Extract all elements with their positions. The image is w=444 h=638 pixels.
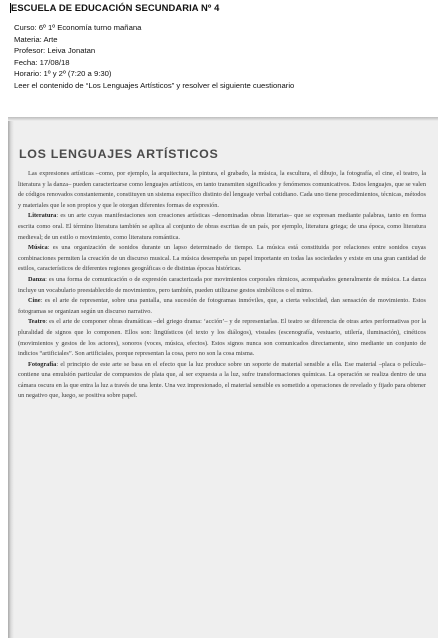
section-term: Cine [28,297,41,305]
schedule-line: Horario: 1º y 2º (7:20 a 9:30) [14,69,112,79]
section-term: Música [28,244,48,252]
section-text: : es un arte cuyas manifestaciones son creaciones artísticas –denominadas obras literarias– que se expresan mediante palabras, tanto en forma escrita como oral. El término literatura también se aplica al conjunto de obras escritas de un país, por ejemplo, literatura griega; de una época, como literatura medieval; de un estilo o movimiento, como literatura romántica. [18,212,426,241]
section-term: Fotografía [28,360,57,368]
section-term: Literatura [28,212,57,220]
intro-paragraph: Las expresiones artísticas –como, por ejemplo, la arquitectura, la pintura, el grabado, la música, la escultura, el dibujo, la fotografía, el cine, el teatro, la literatura y la danza– pueden caracterizarse como lenguajes artísticos, en tanto transmiten significados y fenómenos comunicativos. Estos lenguajes, que se valen de códigos renovados constantemente, constituyen un sistema específico distinto del lenguaje verbal cotidiano. Cada uno tiene procedimientos, técnicas, métodos y materiales que le son propios y que le otorgan diferentes formas de expresión. [18,170,426,209]
section-literatura [18,211,426,243]
instruction-line: Leer el contenido de “Los Lenguajes Artísticos” y resolver el siguiente cuestionario [14,80,295,90]
school-title: ESCUELA DE EDUCACIÓN SECUNDARIA Nº 4 [11,2,220,13]
date-line: Fecha: 17/08/18 [14,57,70,67]
section-danza [18,275,426,296]
section-term: Danza [28,275,46,283]
section-musica [18,243,426,275]
section-fotografia [18,360,426,402]
scan-shadow-top [8,117,438,121]
section-text: : es una organización de sonidos durante un lapso determinado de tiempo. La música está constituida por relaciones entre sonidos cuyas combinaciones permiten la creación de un discurso musical. La música desempeña un papel importante en todas las sociedades y existe en una gran cantidad de estilos, característicos de diferentes regiones geográficas o de distintas épocas históricas. [18,244,426,273]
teacher-line: Profesor: Leiva Jonatan [14,46,96,56]
scan-shadow-left [8,117,14,638]
scanned-textbook-page [8,117,438,638]
section-term: Teatro [28,318,46,326]
course-line: Curso: 6º 1º Economía turno mañana [14,23,142,32]
section-text: : es una forma de comunicación o de expresión caracterizada por movimientos corporales rítmicos, acompañados generalmente de música. La danza incluye un vocabulario preestablecido de movimientos, pero también, pueden utilizarse gestos simbólicos o el mimo. [18,275,426,294]
article [18,147,426,402]
section-text: : el principio de este arte se basa en el efecto que la luz produce sobre un soporte de material sensible a ella. Ese material –placa o película– contiene una emulsión particular de compuestos de plata que, al ser expuesta a la luz, sufre transformaciones químicas. La operación se realiza dentro de una cámara oscura en la que entra la luz a través de una lente. Una vez impresionado, el material sensible es sometido a operaciones de revelado y fijado para obtener un negativo que, luego, se positiva sobre papel. [18,360,426,400]
section-text: : es el arte de representar, sobre una pantalla, una sucesión de fotogramas inmóviles, que, a cierta velocidad, dan sensación de movimiento. Estos fotogramas se organizan según un discurso narrativo. [18,297,426,315]
section-text: : es el arte de componer obras dramáticas –del griego drama: ‘acción’– y de representarlas. El teatro se diferencia de otras artes performativas por la pluralidad de signos que lo componen. Ellos son: lingüísticos (el texto y los diálogos), visuales (escenografía, vestuario, utilería, iluminación), cinéticos (movimientos y gestos de los actores), sonoros (voces, música, efectos). Estos signos nunca son comunicados directamente, sino mediante un conjunto de indicios “artificiales”. Son artificiales, porque representan la cosa, pero no son la cosa misma. [18,318,426,358]
subject-line: Materia: Arte [14,34,58,44]
article-title: LOS LENGUAJES ARTÍSTICOS [19,147,219,161]
section-cine [18,296,426,317]
header-info [14,22,294,92]
section-teatro [18,317,426,359]
